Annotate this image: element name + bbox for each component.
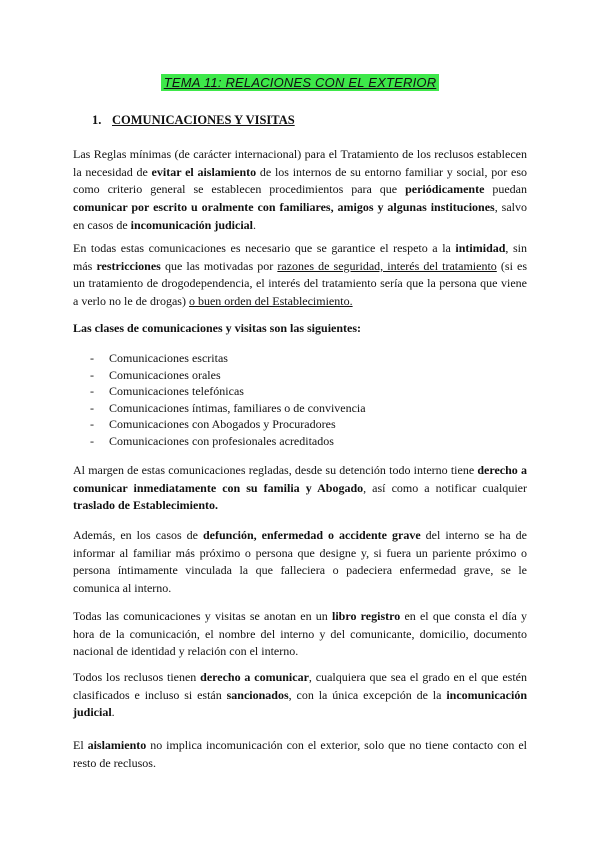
- text-run: Al margen de estas comunicaciones regladas, desde su detención todo interno tiene: [73, 463, 478, 477]
- list-marker: -: [90, 384, 94, 398]
- bold-run: incomunicación judicial: [73, 687, 527, 720]
- title-container: [0, 74, 600, 92]
- text-run: Todas las comunicaciones y visitas se anotan en un: [73, 609, 333, 623]
- list-marker: -: [90, 351, 94, 365]
- paragraph-libro-registro: [73, 608, 527, 661]
- bold-run: intimidad: [455, 241, 506, 255]
- paragraph-todos-reclusos: [73, 669, 527, 722]
- section-number: 1.: [92, 113, 102, 127]
- text-run: , así como a notificar cualquier: [363, 480, 528, 495]
- section-heading: [92, 113, 295, 128]
- bold-run: traslado de Establecimiento.: [73, 498, 218, 513]
- list-item-label: Comunicaciones íntimas, familiares o de convivencia: [109, 400, 366, 415]
- text-run: En todas estas comunicaciones es necesario que se garantice el respeto a la: [73, 241, 456, 255]
- text-run: El: [73, 738, 88, 752]
- text-run: , con la única excepción de la: [288, 687, 447, 702]
- list-item: [90, 367, 366, 384]
- bold-run: incomunicación judicial: [130, 217, 253, 232]
- text-run: no implica incomunicación con el exterior, solo que no tiene contacto con el resto de reclusos.: [73, 738, 527, 770]
- paragraph-defuncion: [73, 527, 527, 598]
- list-marker: -: [90, 433, 94, 448]
- bold-run: evitar el aislamiento: [151, 164, 257, 179]
- underlined-run: razones de seguridad, interés del tratamiento: [277, 258, 497, 273]
- list-item: [90, 433, 366, 450]
- underlined-run: o buen orden del Establecimiento.: [188, 294, 353, 309]
- list-item: [90, 416, 366, 433]
- bold-run: sancionados: [226, 687, 289, 702]
- bold-run: restricciones: [96, 258, 161, 273]
- text-run: del interno se ha de informar al familiar más próximo o persona que designe y, si fuera un pariente próximo o persona íntimamente vinculada la que falleciera o padeciera enfermedad grave, se le comunica al interno.: [73, 528, 527, 596]
- paragraph-derecho-comunicar-familia: [73, 462, 527, 515]
- list-item-label: Comunicaciones con profesionales acreditados: [109, 433, 334, 448]
- text-run: , salvo en casos de: [73, 200, 527, 232]
- list-item-label: Comunicaciones con Abogados y Procuradores: [109, 417, 336, 431]
- list-marker: -: [90, 417, 94, 431]
- text-run: .: [253, 217, 256, 232]
- text-run: , cualquiera que sea el grado en el que estén clasificados e incluso si están: [73, 670, 527, 702]
- paragraph-aislamiento: [73, 737, 527, 772]
- text-run: puedan: [484, 182, 527, 197]
- bold-run: derecho a comunicar: [200, 670, 309, 684]
- paragraph-intimidad: [73, 240, 527, 311]
- page-title: TEMA 11: RELACIONES CON EL EXTERIOR: [161, 74, 440, 91]
- paragraph-reglas-minimas: [73, 146, 527, 235]
- text-run: , sin más: [73, 241, 527, 273]
- bold-run: comunicar por escrito u oralmente con familiares, amigos y algunas instituciones: [73, 200, 495, 215]
- bold-run: defunción, enfermedad o accidente grave: [203, 528, 421, 542]
- communication-types-list: [90, 350, 366, 449]
- list-item: [90, 350, 366, 367]
- text-run: Las Reglas mínimas (de carácter internacional) para el Tratamiento de los reclusos establecen la necesidad de: [73, 147, 527, 179]
- text-run: Todos los reclusos tienen: [73, 670, 201, 684]
- text-run: (si es un tratamiento de drogodependencia, el interés del tratamiento sería que la persona que viene a verlo no le de drogas): [73, 258, 527, 309]
- section-title: COMUNICACIONES Y VISITAS: [112, 113, 295, 127]
- list-item-label: Comunicaciones orales: [109, 367, 221, 382]
- list-heading: Las clases de comunicaciones y visitas son las siguientes:: [73, 321, 362, 335]
- text-run: Además, en los casos de: [73, 528, 203, 542]
- list-item-label: Comunicaciones escritas: [109, 351, 228, 365]
- text-run: de los internos de su entorno familiar y social, por eso como criterio general se establecen procedimientos para que: [73, 164, 527, 197]
- list-item: [90, 400, 366, 417]
- bold-run: periódicamente: [405, 182, 485, 197]
- list-marker: -: [90, 367, 94, 382]
- text-run: que las motivadas por: [160, 258, 278, 273]
- text-run: en el que consta el día y hora de la comunicación, el nombre del interno y del comunicante, domicilio, documento nacional de identidad y relación con el interno.: [73, 609, 528, 659]
- bold-run: libro registro: [332, 609, 401, 623]
- bold-run: derecho a comunicar inmediatamente con su familia y Abogado: [73, 463, 528, 495]
- list-item: [90, 383, 366, 400]
- text-run: .: [111, 705, 115, 720]
- list-item-label: Comunicaciones telefónicas: [109, 384, 244, 398]
- list-marker: -: [90, 400, 94, 415]
- bold-run: aislamiento: [87, 738, 147, 752]
